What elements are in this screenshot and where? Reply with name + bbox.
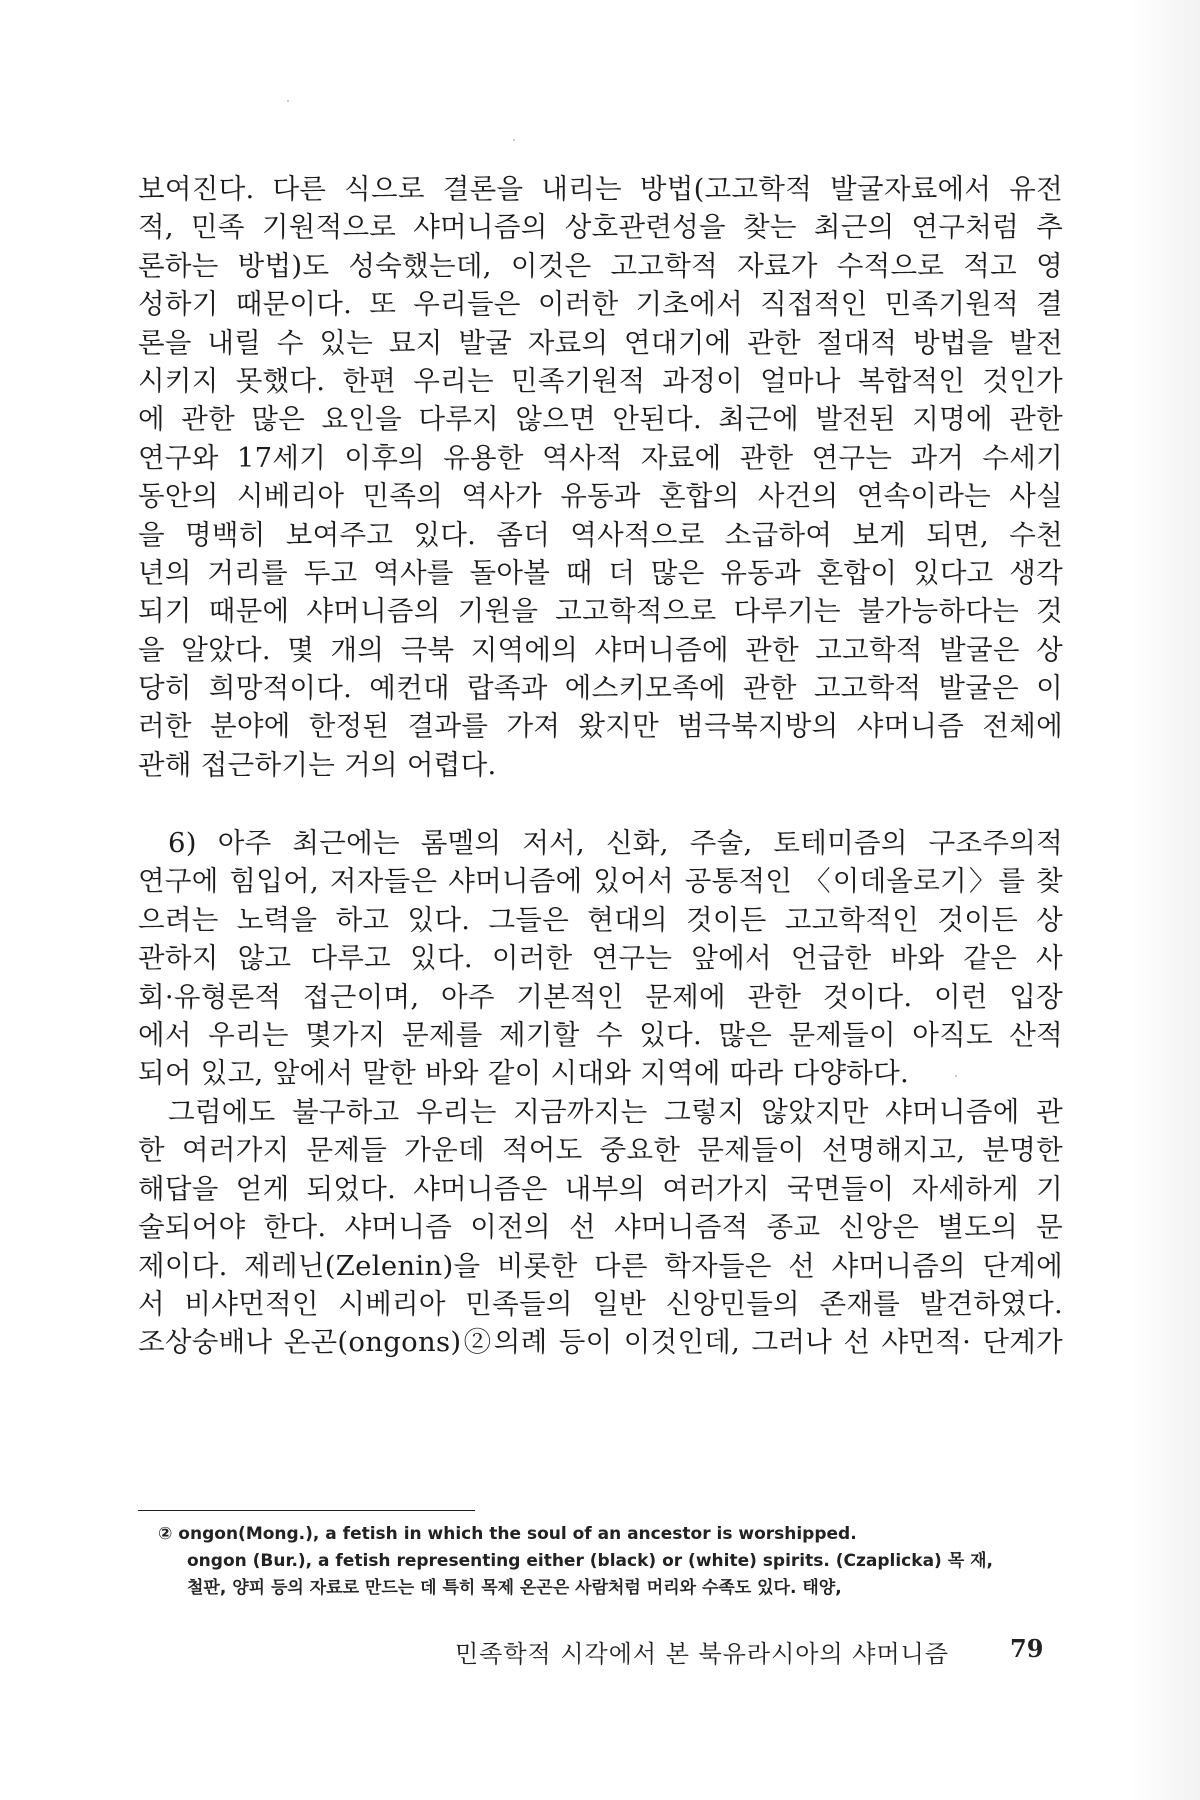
text-line: 되어 있고, 앞에서 말한 바와 같이 시대와 지역에 따라 다양하다. xyxy=(138,1057,910,1090)
text-line: 동안의 시베리아 민족의 역사가 유동과 혼합의 사건의 연속이라는 사실 xyxy=(138,480,1063,513)
footnote-line: 철판, 양피 등의 자료로 만드는 데 특히 목제 온곤은 사람처럼 머리와 수족도 있다. 태양, xyxy=(187,1578,842,1598)
text-line: 보여진다. 다른 식으로 결론을 내리는 방법(고고학적 발굴자료에서 유전 xyxy=(138,173,1063,205)
text-line: 에서 우리는 몇가지 문제를 제기할 수 있다. 많은 문제들이 아직도 산적 xyxy=(138,1018,1063,1051)
text-line: 그럼에도 불구하고 우리는 지금까지는 그렇지 않았지만 샤머니즘에 관 xyxy=(168,1096,1063,1128)
paragraph-2 xyxy=(138,824,1063,1093)
text-line: 서 비샤먼적인 시베리아 민족들의 일반 신앙민들의 존재를 발견하였다. xyxy=(138,1287,1063,1320)
page-edge-shadow xyxy=(1130,0,1200,1800)
text-line: 연구와 17세기 이후의 유용한 역사적 자료에 관한 연구는 과거 수세기 xyxy=(138,441,1063,474)
text-line: 을 명백히 보여주고 있다. 좀더 역사적으로 소급하여 보게 되면, 수천 xyxy=(138,518,1063,551)
paragraph-1 xyxy=(138,170,1063,784)
text-line: 6) 아주 최근에는 롬멜의 저서, 신화, 주술, 토테미즘의 구조주의적 xyxy=(168,827,1063,859)
text-line: 당히 희망적이다. 예컨대 랍족과 에스키모족에 관한 고고학적 발굴은 이 xyxy=(138,672,1063,705)
text-line: 적, 민족 기원적으로 샤머니즘의 상호관련성을 찾는 최근의 연구처럼 추 xyxy=(138,211,1063,244)
text-line: 년의 거리를 두고 역사를 돌아볼 때 더 많은 유동과 혼합이 있다고 생각 xyxy=(138,556,1063,589)
text-line: 관하지 않고 다루고 있다. 이러한 연구는 앞에서 언급한 바와 같은 사 xyxy=(138,942,1063,975)
text-line: 회·유형론적 접근이며, 아주 기본적인 문제에 관한 것이다. 이런 입장 xyxy=(138,980,1063,1013)
text-line: 시키지 못했다. 한편 우리는 민족기원적 과정이 얼마나 복합적인 것인가 xyxy=(138,364,1063,397)
text-line: 해답을 얻게 되었다. 샤머니즘은 내부의 여러가지 국면들이 자세하게 기 xyxy=(138,1172,1063,1205)
text-line: 을 알았다. 몇 개의 극북 지역에의 샤머니즘에 관한 고고학적 발굴은 상 xyxy=(138,633,1063,666)
footnote-divider xyxy=(138,1510,475,1511)
text-line: 연구에 힘입어, 저자들은 샤머니즘에 있어서 공통적인 〈이데올로기〉를 찾 xyxy=(138,865,1063,898)
footnote-line: ② ongon(Mong.), a fetish in which the soul of an ancestor is worshipped. xyxy=(158,1524,857,1544)
footnote-line: ongon (Bur.), a fetish representing either (black) or (white) spirits. (Czaplicka) 목 재, xyxy=(187,1551,993,1571)
text-line: 론하는 방법)도 성숙했는데, 이것은 고고학적 자료가 수적으로 적고 영 xyxy=(138,249,1063,282)
text-line: 술되어야 한다. 샤머니즘 이전의 선 샤머니즘적 종교 신앙은 별도의 문 xyxy=(138,1211,1063,1244)
text-line: 한 여러가지 문제들 가운데 적어도 중요한 문제들이 선명해지고, 분명한 xyxy=(138,1134,1063,1167)
text-line: 조상숭배나 온곤(ongons)②의례 등이 이것인데, 그러나 선 샤먼적· 단계가 xyxy=(138,1326,1063,1359)
text-line: 되기 때문에 샤머니즘의 기원을 고고학적으로 다루기는 불가능하다는 것 xyxy=(138,595,1063,628)
page-number: 79 xyxy=(1010,1634,1044,1663)
paragraph-3 xyxy=(138,1093,1063,1362)
text-line: 제이다. 제레닌(Zelenin)을 비롯한 다른 학자들은 선 샤머니즘의 단계에 xyxy=(138,1249,1063,1282)
running-title: 민족학적 시각에서 본 북유라시아의 샤머니즘 xyxy=(455,1640,950,1668)
text-line: 에 관한 많은 요인을 다루지 않으면 안된다. 최근에 발전된 지명에 관한 xyxy=(138,403,1063,436)
text-line: 론을 내릴 수 있는 묘지 발굴 자료의 연대기에 관한 절대적 방법을 발전 xyxy=(138,326,1063,359)
footnotes xyxy=(158,1521,1063,1602)
text-line: 러한 분야에 한정된 결과를 가져 왔지만 범극북지방의 샤머니즘 전체에 xyxy=(138,710,1063,743)
scan-speck xyxy=(513,139,515,141)
text-line: 성하기 때문이다. 또 우리들은 이러한 기초에서 직접적인 민족기원적 결 xyxy=(138,288,1063,321)
scan-speck xyxy=(287,100,289,102)
text-line: 관해 접근하기는 거의 어렵다. xyxy=(138,748,497,781)
text-line: 으려는 노력을 하고 있다. 그들은 현대의 것이든 고고학적인 것이든 상 xyxy=(138,903,1063,936)
